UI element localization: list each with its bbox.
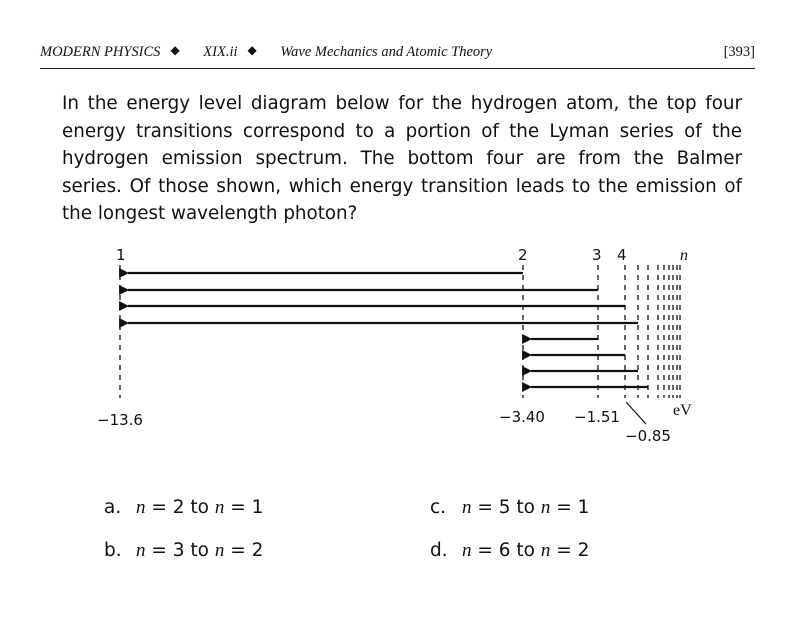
choice-b[interactable] — [104, 540, 263, 562]
section-label: XIX.ii — [203, 44, 238, 60]
choice-letter: c. — [430, 497, 447, 518]
choice-text: = 1 — [550, 497, 590, 518]
choice-var: n — [540, 540, 551, 561]
choice-text: = 2 — [550, 540, 590, 561]
choice-var: n — [136, 497, 146, 518]
choice-var: n — [540, 497, 551, 518]
page-number: [393] — [723, 44, 755, 60]
choice-text: = 3 to — [145, 540, 215, 561]
book-title: MODERN PHYSICS — [40, 44, 161, 60]
chapter-title: Wave Mechanics and Atomic Theory — [280, 44, 493, 60]
energy-label-n3: −1.51 — [574, 408, 620, 426]
level-label-3: 3 — [592, 246, 602, 264]
choice-letter: d. — [430, 540, 448, 561]
level-label-n: n — [680, 247, 688, 264]
energy-unit: eV — [673, 402, 692, 419]
choice-a[interactable] — [104, 497, 263, 519]
energy-label-n2: −3.40 — [499, 408, 545, 426]
choice-letter: a. — [104, 497, 122, 518]
choice-text: = 2 — [224, 540, 264, 561]
energy-label-n1: −13.6 — [97, 411, 143, 429]
choice-letter: b. — [104, 540, 122, 561]
choice-d[interactable] — [430, 540, 589, 562]
choice-text: = 2 to — [145, 497, 215, 518]
choice-var: n — [214, 540, 225, 561]
choice-var: n — [214, 497, 225, 518]
choice-c[interactable] — [430, 497, 589, 519]
choice-var: n — [136, 540, 146, 561]
level-label-2: 2 — [518, 246, 528, 264]
bullet-separator: ◆ — [247, 43, 257, 57]
choice-text: = 6 to — [471, 540, 541, 561]
level-label-4: 4 — [617, 246, 627, 264]
choice-text: = 1 — [224, 497, 264, 518]
choice-text: = 5 to — [471, 497, 541, 518]
choice-var: n — [462, 540, 472, 561]
question-text: In the energy level diagram below for the hydrogen atom, the top four energy transitions correspond to a portion of the Lyman series of the hydrogen emission spectrum. The bottom four are from the Balmer series. Of those shown, which energy transition leads to the emission of the longest wavelength photon? — [62, 93, 742, 224]
bullet-separator: ◆ — [170, 43, 180, 57]
leader-line — [626, 402, 646, 424]
choice-var: n — [462, 497, 472, 518]
level-label-1: 1 — [116, 246, 126, 264]
energy-label-n4: −0.85 — [625, 427, 671, 445]
